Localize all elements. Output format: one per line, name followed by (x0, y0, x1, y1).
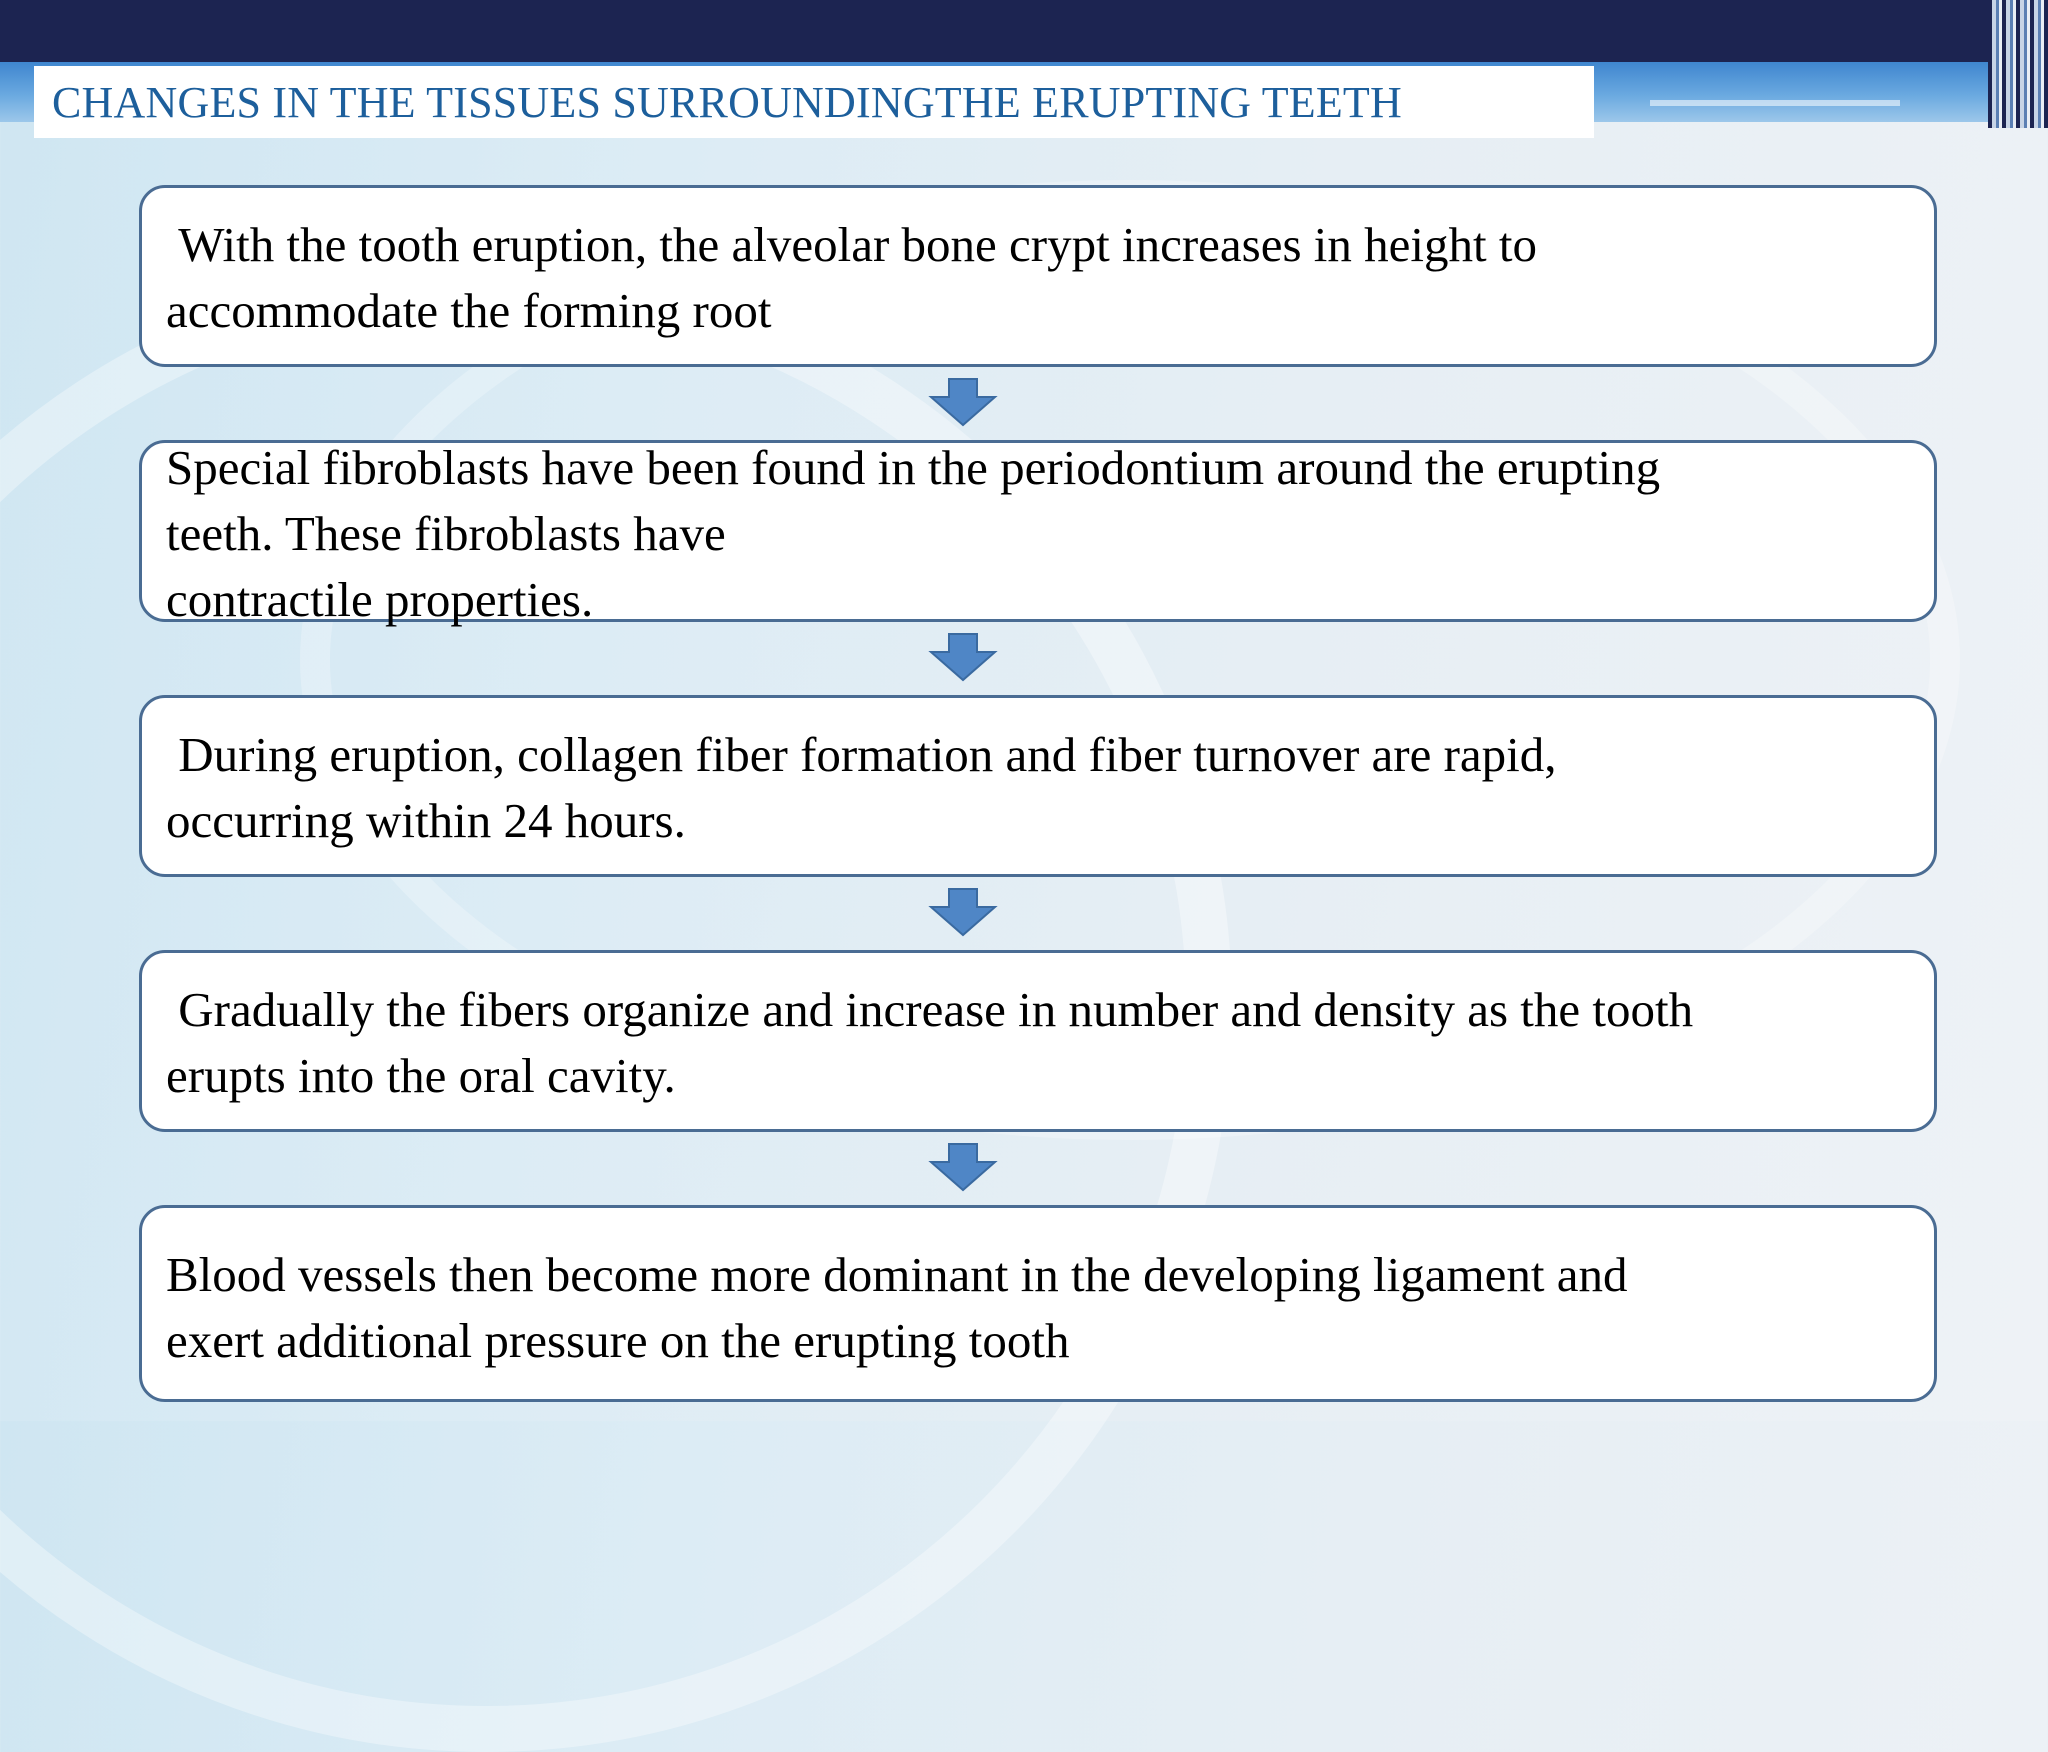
flow-box-1-text: With the tooth eruption, the alveolar bone crypt increases in height to accommodate the forming root (166, 217, 1537, 338)
corner-stripes (1988, 0, 2048, 128)
down-arrow-icon (927, 1142, 999, 1194)
down-arrow-icon (927, 632, 999, 684)
top-bar (0, 0, 2048, 62)
title-box (34, 66, 1594, 138)
down-arrow-icon (927, 377, 999, 429)
flow-box-3 (139, 695, 1937, 877)
flow-box-5 (139, 1205, 1937, 1402)
slide-title: CHANGES IN THE TISSUES SURROUNDINGTHE ERUPTING TEETH (52, 77, 1402, 127)
flow-box-3-text: During eruption, collagen fiber formation and fiber turnover are rapid, occurring within 24 hours. (166, 727, 1557, 848)
flow-box-5-text: Blood vessels then become more dominant in the developing ligament and exert additional pressure on the erupting tooth (166, 1247, 1628, 1368)
down-arrow-icon (927, 887, 999, 939)
flow-box-4 (139, 950, 1937, 1132)
title-rule-accent (1650, 100, 1900, 106)
flow-box-2 (139, 440, 1937, 627)
flow-box-1 (139, 185, 1937, 367)
flow-box-2-text: Special fibroblasts have been found in the periodontium around the erupting teeth. These fibroblasts have contractile properties. (166, 440, 1661, 627)
flow-box-4-text: Gradually the fibers organize and increase in number and density as the tooth erupts into the oral cavity. (166, 982, 1694, 1103)
